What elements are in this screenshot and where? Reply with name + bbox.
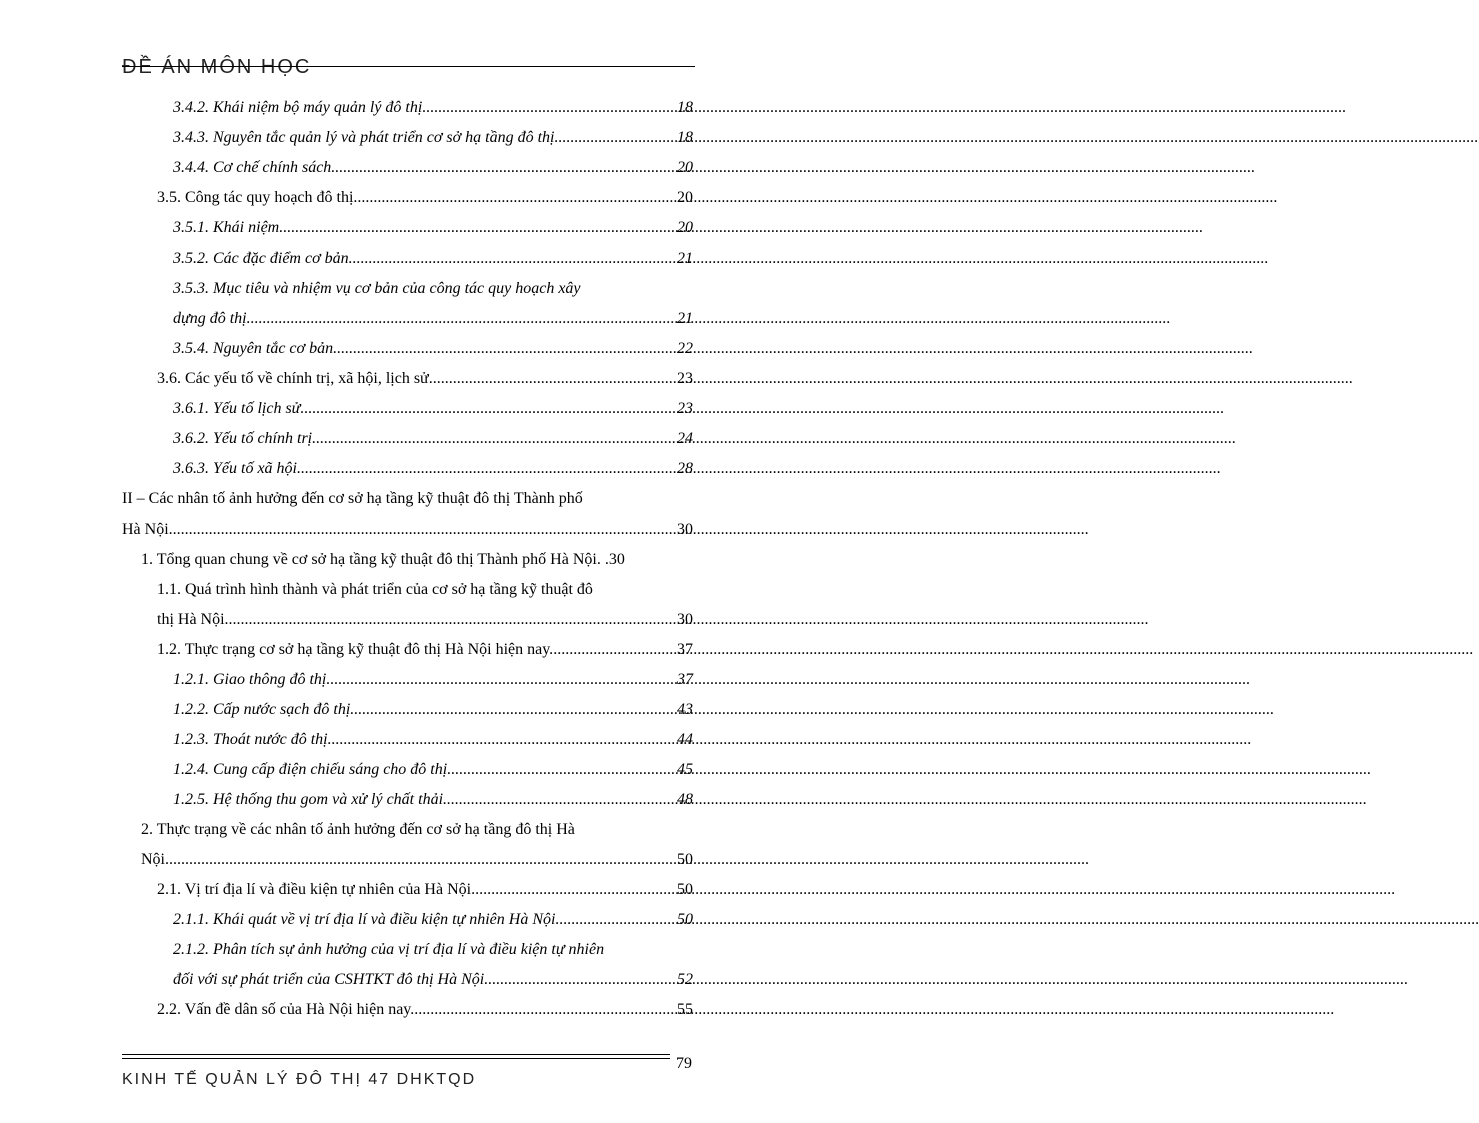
toc-leader-dots [558, 126, 677, 150]
toc-entry [173, 788, 693, 812]
toc-entry-title: 3.5.1. Khái niệm. [173, 219, 284, 236]
toc-leader-dots [330, 668, 677, 692]
toc-entry [173, 908, 693, 932]
page-header-title: ĐỀ ÁN MÔN HỌC [122, 56, 312, 78]
toc-leader-dots [349, 247, 677, 271]
toc-leader-dots [559, 908, 677, 932]
toc-page-number: 48 [677, 791, 693, 808]
toc-entry-title: Nội. [141, 851, 169, 868]
page-footer-text: KINH TẾ QUẢN LÝ ĐÔ THỊ 47 DHKTQD [122, 1071, 477, 1088]
toc-leader-dots [332, 728, 677, 752]
page-number: 79 [676, 1055, 692, 1072]
toc-page-number: 23 [677, 400, 693, 417]
toc-entry [173, 397, 693, 421]
toc-entry [173, 96, 693, 120]
toc-page-number: 30 [677, 521, 693, 538]
toc-page-number: 50 [677, 911, 693, 928]
toc-page-number: 21 [677, 250, 693, 267]
toc-page-number: 50 [677, 851, 693, 868]
toc-entry-title: dựng đô thị. [173, 310, 251, 327]
toc-page-number: 55 [677, 1001, 693, 1018]
header-rule [122, 66, 695, 67]
toc-leader-dots [488, 968, 677, 992]
toc-entry [173, 668, 693, 692]
toc-page-number: 44 [677, 731, 693, 748]
toc-leader-dots [553, 638, 677, 662]
toc-page-number: 21 [677, 310, 693, 327]
toc-page-number: 50 [677, 881, 693, 898]
toc-leader-dots [316, 427, 677, 451]
footer-rule [122, 1054, 670, 1055]
toc-entry [157, 186, 693, 210]
toc-entry-title: 1. Tổng quan chung về cơ sở hạ tầng kỹ thuật đô thị Thành phố Hà Nội. . [141, 551, 609, 568]
toc-page-number: 20 [677, 189, 693, 206]
toc-entry [173, 968, 693, 992]
toc-entry-title: 1.1. Quá trình hình thành và phát triển của cơ sở hạ tầng kỹ thuật đô [157, 581, 593, 598]
toc-leader-dots [169, 518, 677, 542]
toc-entry-title: 3.5.4. Nguyên tắc cơ bản [173, 340, 334, 357]
toc-entry-title: 3.4.4. Cơ chế chính sách. [173, 159, 336, 176]
toc-page-number: 37 [677, 641, 693, 658]
toc-entry-title: 2. Thực trạng về các nhân tố ảnh hưởng đến cơ sở hạ tầng đô thị Hà [141, 821, 575, 838]
toc-entry [173, 247, 693, 271]
toc-leader-dots [451, 758, 677, 782]
toc-entry [173, 698, 693, 722]
toc-entry-title: 3.6.3. Yếu tố xã hội. [173, 460, 301, 477]
toc-entry [141, 848, 693, 872]
toc-leader-dots [169, 848, 677, 872]
toc-leader-dots [335, 156, 677, 180]
toc-leader-dots [447, 788, 677, 812]
toc-entry [173, 126, 693, 150]
toc-entry [173, 216, 693, 240]
toc-page-number: 28 [677, 460, 693, 477]
toc-entry-title: 3.5. Công tác quy hoạch đô thị. [157, 189, 358, 206]
toc-entry-title: 1.2.1. Giao thông đô thị. [173, 671, 331, 688]
toc-leader-dots [354, 698, 677, 722]
toc-leader-dots [283, 216, 677, 240]
toc-page-number: 22 [677, 340, 693, 357]
toc-page-number: 45 [677, 761, 693, 778]
toc-page-number: 30 [677, 611, 693, 628]
toc-leader-dots [433, 367, 677, 391]
toc-leader-dots [414, 998, 677, 1022]
toc-leader-dots [426, 96, 677, 120]
toc-entry [173, 457, 693, 481]
toc-entry [173, 728, 693, 752]
toc-entry [173, 758, 693, 782]
toc-entry-title: 3.5.3. Mục tiêu và nhiệm vụ cơ bản của công tác quy hoạch xây [173, 280, 581, 297]
toc-entry-title: 1.2.4. Cung cấp điện chiếu sáng cho đô thị. [173, 761, 452, 778]
toc-page-number: 23 [677, 370, 693, 387]
toc-entry [157, 638, 693, 662]
toc-entry-title: 3.6. Các yếu tố về chính trị, xã hội, lịch sử. [157, 370, 433, 387]
toc-page-number: 30 [608, 551, 625, 568]
toc-leader-dots [475, 878, 677, 902]
toc-leader-dots [229, 608, 677, 632]
toc-page-number: 24 [677, 430, 693, 447]
toc-leader-dots [357, 186, 677, 210]
toc-entry [157, 998, 693, 1022]
toc-entry [173, 427, 693, 451]
toc-entry-title: 2.2. Vấn đề dân số của Hà Nội hiện nay. [157, 1001, 415, 1018]
toc-page-number: 43 [677, 701, 693, 718]
toc-page-number: 18 [677, 129, 693, 146]
toc-entry [141, 548, 693, 572]
toc-entry-title: 2.1.2. Phân tích sự ảnh hưởng của vị trí địa lí và điều kiện tự nhiên [173, 941, 605, 958]
toc-entry [122, 518, 693, 542]
toc-entry-title: 1.2.2. Cấp nước sạch đô thị. [173, 701, 355, 718]
toc-leader-dots [301, 457, 677, 481]
toc-entry-title: 3.4.2. Khái niệm bộ máy quản lý đô thị. [173, 99, 427, 116]
toc-entry [173, 307, 693, 331]
toc-entry [157, 608, 693, 632]
toc-page-number: 37 [677, 671, 693, 688]
toc-page-number: 20 [677, 159, 693, 176]
toc-page-number: 20 [677, 219, 693, 236]
toc-entry-title: II – Các nhân tố ảnh hưởng đến cơ sở hạ tầng kỹ thuật đô thị Thành phố [122, 490, 583, 507]
toc-entry-title: 3.6.1. Yếu tố lịch sử. [173, 400, 305, 417]
toc-entry-title: 1.2.3. Thoát nước đô thị. [173, 731, 332, 748]
toc-entry-title: 1.2. Thực trạng cơ sở hạ tầng kỹ thuật đô thị Hà Nội hiện nay. [157, 641, 554, 658]
toc-entry [173, 337, 693, 361]
footer-rule [122, 1058, 670, 1059]
toc-entry-title: Hà Nội [122, 521, 169, 538]
toc-entry-title: đối với sự phát triển của CSHTKT đô thị Hà Nội. [173, 971, 489, 988]
toc-entry-title: 3.5.2. Các đặc điểm cơ bản [173, 250, 349, 267]
toc-page-number: 52 [677, 971, 693, 988]
toc-entry-title: 2.1. Vị trí địa lí và điều kiện tự nhiên của Hà Nội. [157, 881, 476, 898]
toc-leader-dots [333, 337, 677, 361]
toc-entry [173, 156, 693, 180]
toc-entry [157, 367, 693, 391]
toc-entry-title: 1.2.5. Hệ thống thu gom và xử lý chất thải. [173, 791, 448, 808]
toc-entry [157, 878, 693, 902]
toc-entry-title: thị Hà Nội. [157, 611, 229, 628]
toc-leader-dots [251, 307, 677, 331]
toc-page-number: 18 [677, 99, 693, 116]
toc-leader-dots [304, 397, 677, 421]
toc-entry-title: 3.6.2. Yếu tố chính trị. [173, 430, 317, 447]
toc-entry-title: 2.1.1. Khái quát về vị trí địa lí và điều kiện tự nhiên Hà Nội. [173, 911, 560, 928]
toc-entry-title: 3.4.3. Nguyên tắc quản lý và phát triển cơ sở hạ tầng đô thị. [173, 129, 559, 146]
